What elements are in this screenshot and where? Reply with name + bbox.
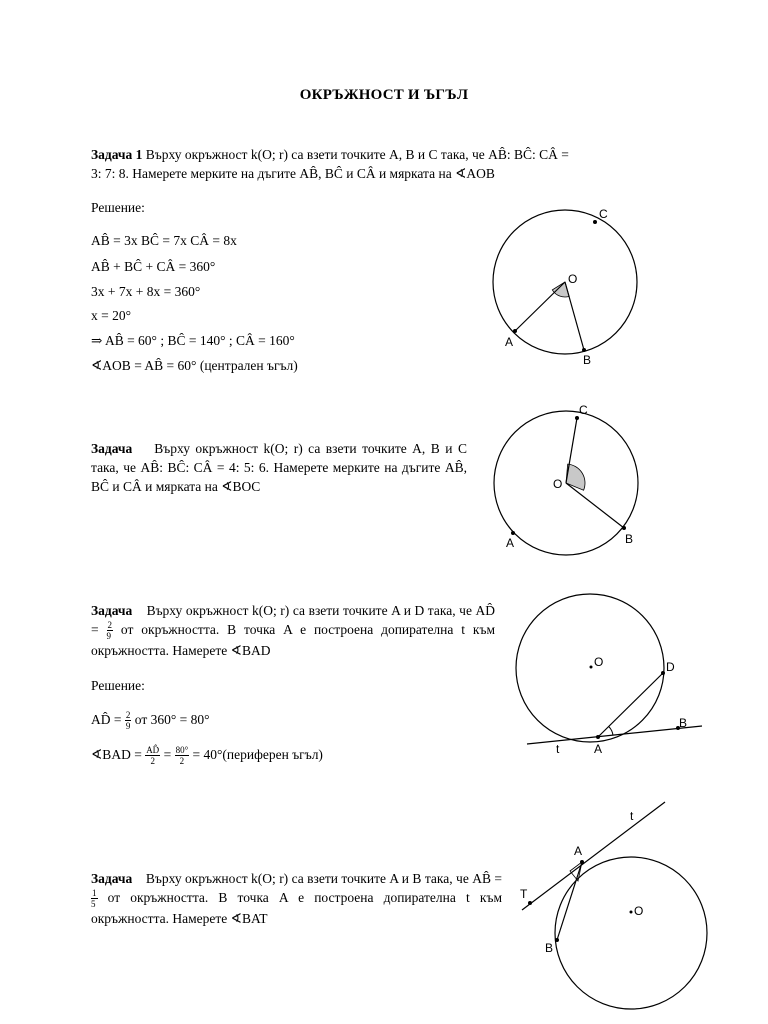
task4-figure	[510, 795, 710, 1020]
task2-label-a: A	[506, 536, 515, 550]
task3-text-b: от окръжността. В точка A е построена допирателна t към окръжността. Намерете ∢BAD	[91, 622, 495, 659]
task1-label-a: A	[505, 335, 514, 349]
task1-step-2: AB̂ + BĈ + CÂ = 360°	[91, 259, 216, 274]
task3-text-a: Върху окръжност k(O; r) са взети точките A и D така, че AD̂ =	[91, 603, 496, 637]
task2-point-a	[511, 531, 515, 535]
task1-point-b	[582, 348, 586, 352]
task3-label-b: B	[679, 716, 688, 730]
task3-tangent-line	[527, 726, 702, 744]
task3-angle-arc	[609, 727, 613, 736]
task4-frac-num: 1	[92, 888, 97, 899]
task3-step1-fraction	[125, 710, 132, 731]
task4-label-o: O	[634, 904, 644, 918]
task3-step2-fraction-2	[175, 745, 190, 766]
task1-figure	[480, 200, 660, 380]
task1-label: Задача 1	[91, 147, 143, 162]
task1-label-o: O	[568, 272, 578, 286]
task1-step-5: ⇒ AB̂ = 60° ; BĈ = 140° ; CÂ = 160°	[91, 333, 295, 348]
task2-label-o: O	[553, 477, 563, 491]
task3-label-d: D	[666, 660, 675, 674]
task2-label-b: B	[625, 532, 634, 546]
task1-step-4: x = 20°	[91, 308, 132, 323]
task4-point-b	[555, 938, 559, 942]
task1-solution-label: Решение:	[91, 200, 145, 215]
task3-figure	[515, 592, 715, 762]
task1-label-b: B	[583, 353, 592, 367]
task3-step1-frac-num: 2	[125, 710, 131, 721]
task3-step2-den2: 2	[179, 756, 185, 767]
task4-frac-den: 5	[91, 899, 96, 910]
task4-tangent-line	[522, 802, 665, 910]
task3-step2-fraction-1	[145, 745, 160, 766]
task4-text-b: от окръжността. В точка A е построена допирателна t към окръжността. Намерете ∢BAT	[91, 890, 502, 927]
task3-chord-ad	[598, 673, 663, 737]
task3-step1-a: AD̂ =	[91, 712, 122, 727]
task1-line2: 3: 7: 8. Намерете мерките на дъгите AB̂, BĈ и CÂ и мярката на ∢AOB	[91, 166, 495, 181]
task2-statement	[91, 439, 467, 496]
task4-angle-mark	[570, 862, 582, 881]
task3-step2-b: = 40°(периферен ъгъл)	[192, 747, 323, 762]
task3-solution-label: Решение:	[91, 678, 145, 693]
task3-statement	[91, 601, 495, 660]
task1-radius-ob	[565, 282, 584, 350]
task4-label-t: T	[520, 887, 528, 901]
task3-step2-num1: AD̂	[146, 745, 160, 756]
task3-label: Задача	[91, 603, 133, 618]
task3-step-2	[91, 745, 323, 766]
task3-frac-num: 2	[107, 620, 113, 631]
task4-fraction	[91, 888, 98, 909]
task4-statement	[91, 869, 502, 928]
task4-label-t-line: t	[630, 809, 634, 823]
task3-point-d	[661, 671, 665, 675]
task2-label-c: C	[579, 403, 588, 417]
task4-text-a: Върху окръжност k(O; r) са взети точките A и B така, че AB̂ =	[145, 871, 502, 886]
task3-label-t: t	[556, 742, 560, 756]
task2-point-b	[622, 526, 626, 530]
task1-point-a	[513, 329, 517, 333]
task1-label-c: C	[599, 207, 608, 221]
task1-statement	[91, 145, 676, 164]
task3-step2-mid: =	[163, 747, 172, 762]
task3-label-o: O	[594, 655, 604, 669]
task1-step-6: ∢AOB = AB̂ = 60° (централен ъгъл)	[91, 358, 298, 373]
task3-fraction	[107, 620, 114, 641]
task4-point-o	[630, 911, 633, 914]
task1-step-3: 3x + 7x + 8x = 360°	[91, 284, 201, 299]
task3-point-o	[590, 666, 593, 669]
task4-label: Задача	[91, 871, 133, 886]
task3-step2-den1: 2	[150, 756, 155, 767]
task2-figure	[480, 398, 660, 558]
task1-point-c	[593, 220, 597, 224]
page-title: ОКРЪЖНОСТ И ЪГЪЛ	[299, 87, 469, 103]
task3-step1-b: от 360° = 80°	[134, 712, 210, 727]
task4-label-b: B	[545, 941, 554, 955]
task3-step-1	[91, 710, 210, 731]
task4-point-a	[580, 860, 584, 864]
task4-label-a: A	[574, 844, 583, 858]
task4-circle	[555, 857, 707, 1009]
task1-line1: Върху окръжност k(O; r) са взети точките A, B и C така, че AB̂: BĈ: CÂ =	[145, 147, 569, 162]
task3-step1-frac-den: 9	[125, 721, 131, 732]
task2-text: Върху окръжност k(O; r) са взети точките A, B и C така, че AB̂: BĈ: CÂ = 4: 5: 6. Намерете мерките на дъгите AB̂, BĈ и CÂ и мярката на ∢BOC	[91, 441, 467, 494]
task1-radius-oa	[515, 282, 565, 331]
task2-radius-ob	[566, 483, 624, 528]
task3-point-a	[596, 735, 600, 739]
task4-point-t	[528, 901, 532, 905]
task3-step2-a: ∢BAD =	[91, 747, 142, 762]
task2-label: Задача	[91, 441, 133, 456]
task3-frac-den: 9	[106, 631, 112, 642]
task3-step2-num2: 80°	[175, 745, 189, 756]
task1-step-1: AB̂ = 3x BĈ = 7x CÂ = 8x	[91, 233, 237, 248]
task3-label-a: A	[594, 742, 603, 756]
